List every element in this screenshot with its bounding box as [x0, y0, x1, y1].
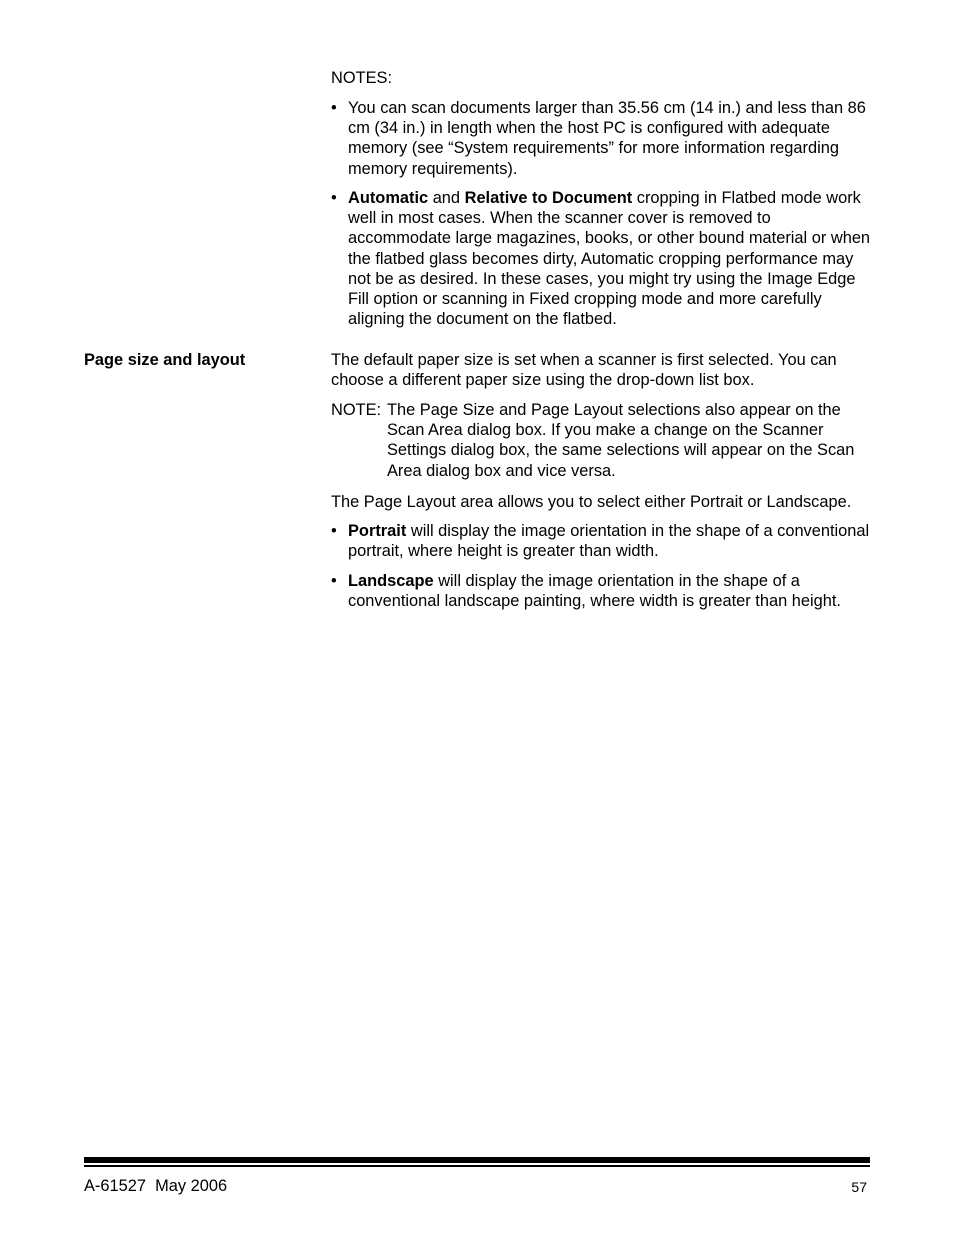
landscape-term: Landscape — [348, 572, 434, 590]
bullet-icon: • — [331, 572, 337, 590]
note-label: NOTE: — [331, 401, 382, 419]
section-heading-page-size: Page size and layout — [84, 351, 246, 369]
portrait-bullet — [331, 521, 876, 563]
landscape-description: will display the image orientation in the shape of a conventional landscape painting, where width is greater than height. — [348, 572, 841, 611]
note-block — [331, 400, 876, 484]
bullet-icon: • — [331, 522, 337, 540]
notes-bullet-2-connector: and — [428, 189, 465, 207]
portrait-term: Portrait — [348, 522, 407, 540]
page-layout-intro: The Page Layout area allows you to select either Portrait or Landscape. — [331, 493, 852, 511]
notes-bullet-1 — [331, 98, 876, 180]
note-text: The Page Size and Page Layout selections also appear on the Scan Area dialog box. If you make a change on the Scanner Settings dialog box, the same selections will appear on the Scan Area dialog box and vice versa. — [387, 401, 855, 480]
footer-rule-thin — [84, 1165, 870, 1167]
notes-bullet-2-text — [348, 188, 876, 329]
footer-page-number: 57 — [851, 1179, 867, 1195]
landscape-bullet — [331, 571, 876, 613]
bullet-icon: • — [331, 99, 337, 117]
footer-rule-thick — [84, 1157, 870, 1163]
notes-bullet-2-rest: cropping in Flatbed mode work well in most cases. When the scanner cover is removed to accommodate large magazines, books, or other bound material or when the flatbed glass becomes dirty, Automatic cropping performance may not be as desired. In these cases, you might try using the Image Edge Fill option or scanning in Fixed cropping mode and more carefully aligning the document on the flatbed. — [348, 189, 871, 329]
notes-bullet-2 — [331, 188, 876, 330]
portrait-bullet-text — [348, 521, 876, 561]
relative-to-document-term: Relative to Document — [464, 189, 633, 207]
bullet-icon: • — [331, 189, 337, 207]
page-size-intro: The default paper size is set when a scanner is first selected. You can choose a different paper size using the drop-down list box. — [331, 351, 837, 390]
footer-doc-id: A-61527 May 2006 — [84, 1177, 228, 1195]
notes-bullet-1-text: You can scan documents larger than 35.56 cm (14 in.) and less than 86 cm (34 in.) in length when the host PC is configured with adequate memory (see “System requirements” for more information regarding memory requirements). — [348, 99, 866, 178]
portrait-description: will display the image orientation in the shape of a conventional portrait, where height is greater than width. — [348, 522, 870, 561]
automatic-term: Automatic — [348, 189, 429, 207]
notes-heading: NOTES: — [331, 69, 393, 87]
landscape-bullet-text — [348, 571, 876, 611]
